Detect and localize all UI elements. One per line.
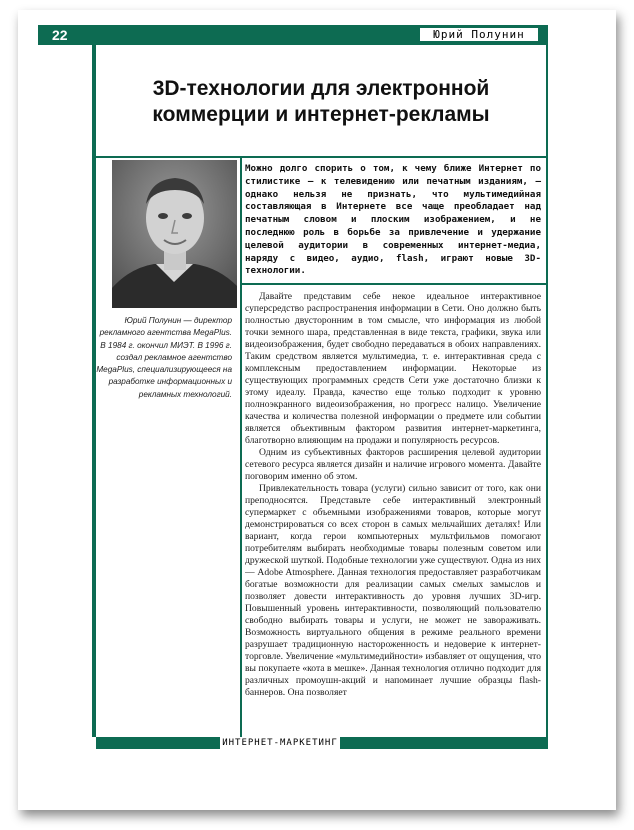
title-line-1: 3D-технологии для электронной (152, 77, 490, 100)
body-paragraph-3: Привлекательность товара (услуги) сильно зависит от того, как они преподносятся. Представьте себе интерактивный электронный супермаркет с объемными изображениями товаров, которые могут демонстрироваться со всех сторон в самых мельчайших деталях! Или вариант, когда герои компьютерных мультфильмов помогают потребителям выбирать необходимые товары полезным советом или дружеской шуткой. Подобные технологии уже существуют. Одна из них — Adobe Atmosphere. Данная технология предоставляет разработчикам богатые возможности для реализации самых смелых замыслов и позволяет довести интерактивность до уровня лучших 3D-игр. Повышенный уровень интерактивности, позволяющий пользователю свободно выбирать товары и услуги, не может не завораживать. Возможность виртуального общения в режиме реального времени разрушает традиционную настороженность и недоверие к интернет-торговле. Увеличение «мультимедийности» избавляет от ощущения, что вы покупаете «кота в мешке». Данная технология отлично подходит для различных промоушн-акций и напоминает лучшие образцы flash-баннеров. Она позволяет (245, 483, 541, 698)
author-photo (112, 160, 237, 308)
article-title (96, 76, 546, 128)
body-paragraph-1: Давайте представим себе некое идеальное интерактивное суперсредство распространения информации в Сети. Оно должно быть полностью двусторонним в том смысле, что информация из любой точки земного шара, представленная в виде текста, графики, звука или видеоизображения, будет свободно передаваться в обоих направлениях. Таким средством является мультимедиа, т. е. интерактивная среда с комплексным предоставлением информации. Некоторые из существующих программных средств Сети уже достаточно близки к этому идеалу. Правда, качество еще только подходит к уровню полноэкранного видеоизображения, но прогресс налицо. Увеличение качества и количества полезной информации о предмете или событии является объективным фактором развития интернет-маркетинга, благотворно влияющим на продажи и популярность ресурсов. (245, 291, 541, 446)
lead-bottom-rule (240, 283, 548, 285)
article-lead: Можно долго спорить о том, к чему ближе Интернет по стилистике — к телевидению или печатным изданиям, — однако нельзя не признать, что мультимедийная составляющая в Интернете все чаще преобладает над печатным словом и плоским изображением, и не последнюю роль в борьбе за привлечение и удержание целевой аудитории в современных интернет-медиа, наряду с видео, аудио, flash, играют новые 3D-технологии. (245, 163, 541, 277)
photo-caption: Юрий Полунин — директор рекламного агентства MegaPlus. В 1984 г. окончил МИЭТ. В 1996 г. создал рекламное агентство MegaPlus, специализирующееся на разработке информационных и рекламных технологий. (96, 316, 232, 399)
header-author: Юрий Полунин (420, 28, 538, 41)
frame-right-rule (546, 45, 548, 737)
footer-section-label: ИНТЕРНЕТ-МАРКЕТИНГ (220, 737, 340, 749)
author-portrait-image (112, 160, 237, 308)
title-bottom-rule (92, 156, 548, 158)
page-number: 22 (38, 25, 96, 45)
title-line-2: коммерции и интернет-рекламы (152, 103, 490, 126)
column-divider (240, 158, 242, 737)
body-paragraph-2: Одним из субъективных факторов расширения целевой аудитории сетевого ресурса является дизайн и наличие игрового момента. Давайте поговорим именно об этом. (245, 447, 541, 482)
article-body (245, 291, 541, 721)
